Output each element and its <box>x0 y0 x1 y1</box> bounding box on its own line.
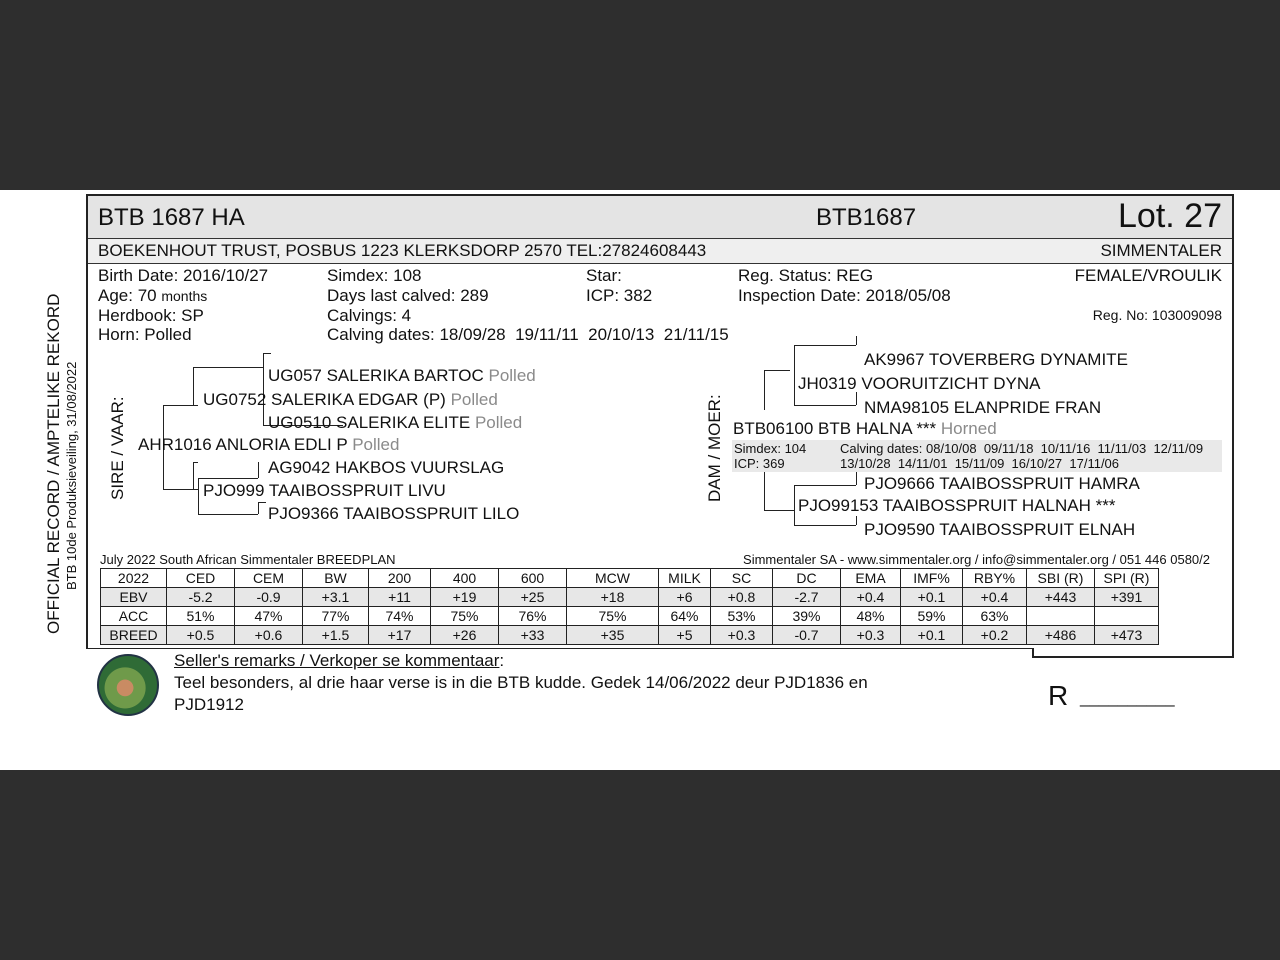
reg-number: Reg. No: 103009098 <box>1092 307 1222 323</box>
lot-number: Lot. 27 <box>1118 197 1222 235</box>
society-contact: Simmentaler SA - www.simmentaler.org / info@simmentaler.org / 051 446 0580/2 <box>743 552 1210 567</box>
ebv-cell: 63% <box>963 607 1027 626</box>
ebv-cell: 53% <box>711 607 773 626</box>
ebv-cell: +5 <box>659 626 711 645</box>
sire-dam: PJO999 TAAIBOSSPRUIT LIVU <box>203 481 446 500</box>
calving-dates: Calving dates: 18/09/28 19/11/11 20/10/13 21/11/15 <box>327 325 729 344</box>
ebv-cell: EBV <box>101 588 167 607</box>
ebv-cell: +19 <box>431 588 499 607</box>
ebv-header-row <box>101 569 1159 588</box>
ebv-cell: 75% <box>567 607 659 626</box>
dam-dam-dam: PJO9590 TAAIBOSSPRUIT ELNAH <box>864 520 1136 539</box>
dam-icp: ICP: 369 <box>734 456 785 471</box>
dam-calving-dates-2: 13/10/28 14/11/01 15/11/09 16/10/27 17/11/06 <box>840 456 1120 471</box>
days-last-calved: Days last calved: 289 <box>327 286 489 305</box>
ebv-cell: +17 <box>369 626 431 645</box>
sire-sire-sire: UG057 SALERIKA BARTOC Polled <box>268 366 536 385</box>
ebv-cell: +18 <box>567 588 659 607</box>
ebv-cell: +0.3 <box>841 626 901 645</box>
dam-label: DAM / MOER: <box>705 394 724 502</box>
ebv-cell: BREED <box>101 626 167 645</box>
ebv-cell: 48% <box>841 607 901 626</box>
ebv-header-cell: MILK <box>659 569 711 588</box>
ebv-cell: +0.1 <box>901 588 963 607</box>
ebv-cell: +0.4 <box>963 588 1027 607</box>
remarks-colon: : <box>499 651 505 670</box>
ebv-cell: +0.1 <box>901 626 963 645</box>
ebv-header-cell: CED <box>167 569 235 588</box>
icp: ICP: 382 <box>586 286 653 305</box>
ebv-cell: +473 <box>1095 626 1159 645</box>
ebv-cell: 64% <box>659 607 711 626</box>
horn-status: Horn: Polled <box>98 325 192 344</box>
sire-label: SIRE / VAAR: <box>108 396 127 500</box>
sire-dam-dam: PJO9366 TAAIBOSSPRUIT LILO <box>268 504 520 523</box>
ebv-cell: +33 <box>499 626 567 645</box>
simdex: Simdex: 108 <box>327 266 422 285</box>
ebv-row <box>101 607 1159 626</box>
official-record-label: OFFICIAL RECORD / AMPTELIKE REKORD <box>44 293 63 634</box>
birth-date: Birth Date: 2016/10/27 <box>98 266 269 285</box>
herdbook: Herdbook: SP <box>98 306 204 325</box>
star: Star: <box>586 266 622 285</box>
ebv-cell: +443 <box>1027 588 1095 607</box>
ebv-cell <box>1027 607 1095 626</box>
age: Age: 70 months <box>98 286 208 305</box>
dam-calving-dates: Calving dates: 08/10/08 09/11/18 10/11/16 11/11/03 12/11/09 <box>840 441 1204 456</box>
owner-info: BOEKENHOUT TRUST, POSBUS 1223 KLERKSDORP 2570 TEL:27824608443 <box>98 241 707 260</box>
remarks-line-1: Teel besonders, al drie haar verse is in die BTB kudde. Gedek 14/06/2022 deur PJD1836 en <box>174 673 868 692</box>
ebv-cell <box>1095 607 1159 626</box>
ebv-cell: 59% <box>901 607 963 626</box>
breedplan-source: July 2022 South African Simmentaler BREEDPLAN <box>100 552 396 567</box>
dam-sire-sire: AK9967 TOVERBERG DYNAMITE <box>864 350 1128 369</box>
ebv-cell: +391 <box>1095 588 1159 607</box>
dam-dam-sire: PJO9666 TAAIBOSSPRUIT HAMRA <box>864 474 1140 493</box>
calvings: Calvings: 4 <box>327 306 412 325</box>
remarks-line-2: PJD1912 <box>174 695 244 714</box>
ebv-cell: 77% <box>303 607 369 626</box>
ebv-cell: +0.5 <box>167 626 235 645</box>
price-currency: R <box>1048 680 1069 711</box>
sex: FEMALE/VROULIK <box>1074 266 1222 285</box>
ebv-cell: +0.6 <box>235 626 303 645</box>
ebv-cell: +25 <box>499 588 567 607</box>
ebv-cell: 75% <box>431 607 499 626</box>
breed-name: SIMMENTALER <box>1100 241 1222 260</box>
ebv-table <box>100 568 1159 645</box>
ebv-cell: 51% <box>167 607 235 626</box>
header-bar <box>88 196 1232 239</box>
price-blank: __________ <box>1080 688 1175 707</box>
ebv-header-cell: IMF% <box>901 569 963 588</box>
sire-dam-sire: AG9042 HAKBOS VUURSLAG <box>268 458 505 477</box>
sire-name: AHR1016 ANLORIA EDLI P Polled <box>138 435 400 454</box>
ebv-header-cell: MCW <box>567 569 659 588</box>
remarks-title: Seller's remarks / Verkoper se kommentaar: <box>174 651 505 670</box>
animal-id: BTB 1687 HA <box>98 204 245 231</box>
owner-bar <box>88 239 1232 264</box>
inspection-date: Inspection Date: 2018/05/08 <box>738 286 951 305</box>
ebv-header-cell: EMA <box>841 569 901 588</box>
ebv-cell: -2.7 <box>773 588 841 607</box>
ebv-cell: +0.4 <box>841 588 901 607</box>
auction-label: BTB 10de Produksieveiling, 31/08/2022 <box>64 361 79 590</box>
dam-name: BTB06100 BTB HALNA *** Horned <box>733 419 997 438</box>
ebv-cell: +26 <box>431 626 499 645</box>
ebv-header-cell: SPI (R) <box>1095 569 1159 588</box>
ebv-cell: 74% <box>369 607 431 626</box>
ebv-cell: -0.9 <box>235 588 303 607</box>
ebv-cell: +486 <box>1027 626 1095 645</box>
dam-dam: PJO99153 TAAIBOSSPRUIT HALNAH *** <box>798 496 1116 515</box>
animal-code: BTB1687 <box>816 204 917 231</box>
ebv-cell: ACC <box>101 607 167 626</box>
society-logo <box>97 654 159 716</box>
ebv-cell: +0.2 <box>963 626 1027 645</box>
ebv-header-cell: SBI (R) <box>1027 569 1095 588</box>
price-box <box>1032 656 1234 722</box>
ebv-cell: -0.7 <box>773 626 841 645</box>
ebv-cell: 39% <box>773 607 841 626</box>
ebv-header-cell: SC <box>711 569 773 588</box>
ebv-cell: 47% <box>235 607 303 626</box>
ebv-cell: 76% <box>499 607 567 626</box>
ebv-header-cell: 2022 <box>101 569 167 588</box>
ebv-row <box>101 626 1159 645</box>
ebv-header-cell: CEM <box>235 569 303 588</box>
ebv-cell: +6 <box>659 588 711 607</box>
ebv-cell: -5.2 <box>167 588 235 607</box>
ebv-cell: +0.8 <box>711 588 773 607</box>
reg-status: Reg. Status: REG <box>738 266 874 285</box>
ebv-cell: +1.5 <box>303 626 369 645</box>
sire-sire: UG0752 SALERIKA EDGAR (P) Polled <box>203 390 498 409</box>
ebv-cell: +3.1 <box>303 588 369 607</box>
ebv-row <box>101 588 1159 607</box>
dam-simdex: Simdex: 104 <box>734 441 807 456</box>
ebv-cell: +0.3 <box>711 626 773 645</box>
seller-remarks <box>86 648 1034 719</box>
ebv-header-cell: BW <box>303 569 369 588</box>
catalog-sheet <box>0 190 1280 770</box>
ebv-header-cell: DC <box>773 569 841 588</box>
ebv-header-cell: RBY% <box>963 569 1027 588</box>
ebv-cell: +35 <box>567 626 659 645</box>
sire-sire-dam: UG0510 SALERIKA ELITE Polled <box>268 413 523 432</box>
ebv-header-cell: 200 <box>369 569 431 588</box>
dam-sire: JH0319 VOORUITZICHT DYNA <box>798 374 1041 393</box>
ebv-cell: +11 <box>369 588 431 607</box>
dam-sire-dam: NMA98105 ELANPRIDE FRAN <box>864 398 1102 417</box>
ebv-header-cell: 600 <box>499 569 567 588</box>
ebv-header-cell: 400 <box>431 569 499 588</box>
